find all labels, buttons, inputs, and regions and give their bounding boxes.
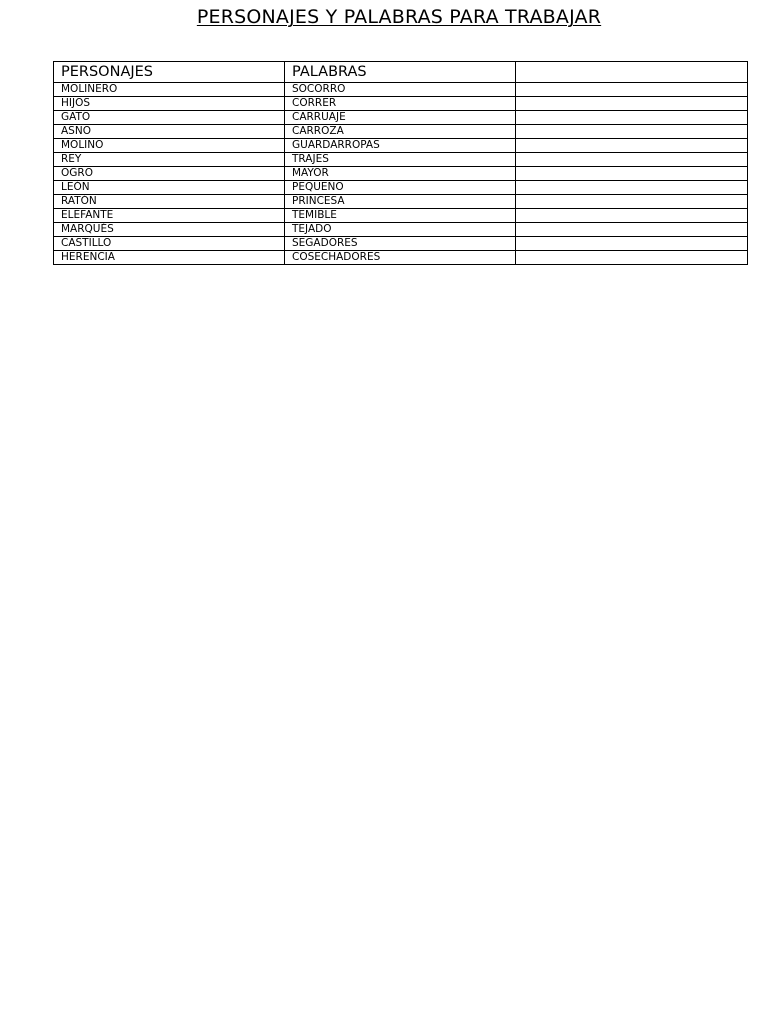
cell-palabra: COSECHADORES (285, 251, 516, 265)
table-row (54, 223, 748, 237)
header-palabras: PALABRAS (285, 62, 516, 83)
cell-empty (516, 125, 748, 139)
cell-palabra: CARROZA (285, 125, 516, 139)
table-body (54, 83, 748, 265)
table-row (54, 125, 748, 139)
cell-empty (516, 223, 748, 237)
cell-palabra: PEQUEÑO (285, 181, 516, 195)
cell-personaje: MOLINO (54, 139, 285, 153)
table-row (54, 83, 748, 97)
cell-palabra: GUARDARROPAS (285, 139, 516, 153)
header-empty (516, 62, 748, 83)
table-row (54, 181, 748, 195)
cell-personaje: REY (54, 153, 285, 167)
cell-palabra: CORRER (285, 97, 516, 111)
page-title: PERSONAJES Y PALABRAS PARA TRABAJAR (196, 6, 602, 28)
table-row (54, 195, 748, 209)
cell-personaje: LEÓN (54, 181, 285, 195)
table-row (54, 139, 748, 153)
cell-palabra: SEGADORES (285, 237, 516, 251)
table-row (54, 167, 748, 181)
cell-empty (516, 251, 748, 265)
cell-personaje: RATÓN (54, 195, 285, 209)
cell-palabra: MAYOR (285, 167, 516, 181)
table-row (54, 251, 748, 265)
cell-personaje: ELEFANTE (54, 209, 285, 223)
header-row (54, 62, 748, 83)
table-row (54, 111, 748, 125)
cell-empty (516, 139, 748, 153)
cell-palabra: TEMIBLE (285, 209, 516, 223)
cell-palabra: PRINCESA (285, 195, 516, 209)
word-table (53, 61, 748, 265)
cell-personaje: OGRO (54, 167, 285, 181)
cell-empty (516, 97, 748, 111)
cell-empty (516, 167, 748, 181)
cell-palabra: TRAJES (285, 153, 516, 167)
cell-empty (516, 209, 748, 223)
cell-personaje: GATO (54, 111, 285, 125)
cell-personaje: MOLINERO (54, 83, 285, 97)
cell-empty (516, 111, 748, 125)
cell-palabra: TEJADO (285, 223, 516, 237)
table-row (54, 209, 748, 223)
cell-personaje: MARQUÉS (54, 223, 285, 237)
cell-empty (516, 237, 748, 251)
cell-empty (516, 153, 748, 167)
cell-personaje: HIJOS (54, 97, 285, 111)
table-header (54, 62, 748, 83)
cell-palabra: SOCORRO (285, 83, 516, 97)
header-personajes: PERSONAJES (54, 62, 285, 83)
cell-empty (516, 195, 748, 209)
table-row (54, 97, 748, 111)
table-row (54, 153, 748, 167)
cell-personaje: HERENCIA (54, 251, 285, 265)
cell-personaje: ASNO (54, 125, 285, 139)
table-row (54, 237, 748, 251)
cell-personaje: CASTILLO (54, 237, 285, 251)
cell-empty (516, 181, 748, 195)
cell-palabra: CARRUAJE (285, 111, 516, 125)
cell-empty (516, 83, 748, 97)
